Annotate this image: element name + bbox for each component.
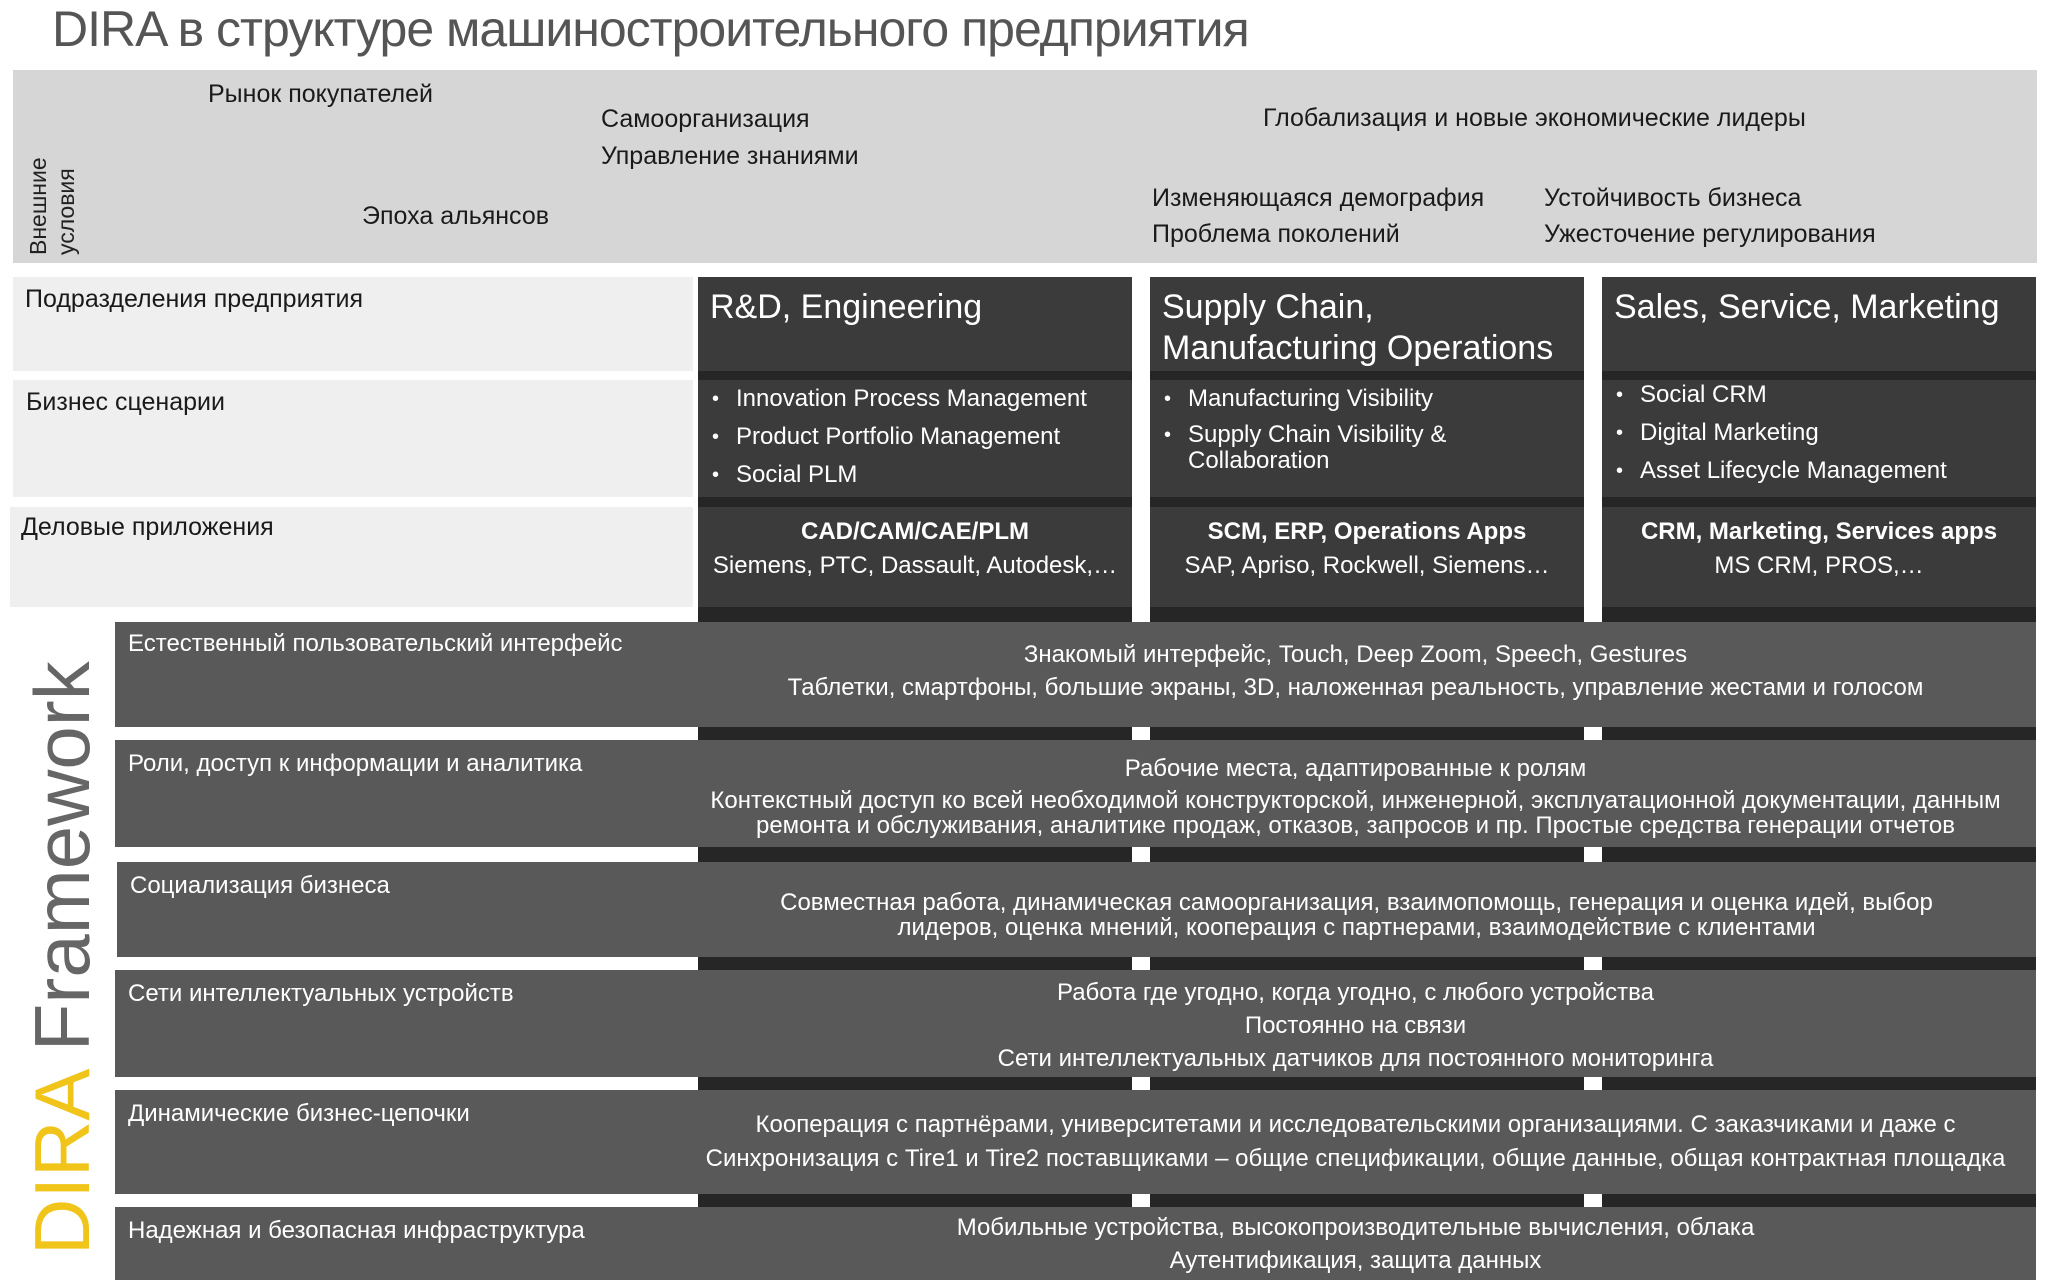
scenarios-list-rnd [698,384,1132,490]
row-label-box-scenarios [13,380,693,497]
framework-row-line: лидеров, оценка мнений, кооперация с партнерами, взаимодействие с клиентами [897,914,1816,941]
framework-row-content [685,642,2026,700]
apps-title-supply: SCM, ERP, Operations Apps [1207,518,1527,545]
scenarios-box-supply [1150,380,1584,497]
scenario-item: • Supply Chain Visibility & Collaboration [1150,422,1584,474]
apps-vendors-supply: SAP, Apriso, Rockwell, Siemens… [1184,552,1550,579]
apps-vendors-sales: MS CRM, PROS,… [1714,552,1924,579]
column-header-rnd [698,277,1132,371]
scenarios-box-sales [1602,380,2036,497]
framework-row-content [685,1112,2026,1171]
framework-row-social [117,862,2036,957]
framework-row-label: Сети интеллектуальных устройств [128,980,514,1007]
row-label-box-applications [10,507,693,607]
framework-row-infra [115,1207,2036,1280]
column-header-supply [1150,277,1584,371]
scenario-item: • Innovation Process Management [698,384,1132,414]
scenario-item: • Social CRM [1602,380,2036,410]
scenarios-box-rnd [698,380,1132,497]
external-item-demography: Изменяющаяся демография [1152,184,1485,212]
framework-row-content [685,1211,2026,1277]
apps-box-sales [1602,507,2036,607]
framework-row-line: Постоянно на связи [1244,1012,1467,1039]
framework-row-line: Контекстный доступ ко всей необходимой конструкторской, инженерной, эксплуатационной документации, данным [710,787,2001,814]
framework-row-line: Совместная работа, динамическая самоорганизация, взаимопомощь, генерация и оценка идей, выбор [780,889,1933,916]
external-item-regulation: Ужесточение регулирования [1544,220,1876,248]
framework-row-line: Аутентификация, защита данных [1169,1247,1542,1274]
framework-row-line: Синхронизация с Tire1 и Tire2 поставщиками – общие спецификации, общие данные, общая контрактная площадка [705,1145,2006,1172]
framework-row-chains [115,1090,2036,1194]
framework-row-line: ремонта и обслуживания, аналитике продаж, отказов, запросов и пр. Простые средства генерации отчетов [755,812,1955,839]
framework-row-content [685,756,2026,838]
column-header-supply-text: Supply Chain, Manufacturing Operations [1162,288,1554,367]
framework-row-label: Надежная и безопасная инфраструктура [128,1217,585,1244]
external-item-knowledge-management: Управление знаниями [601,142,859,170]
scenario-item: • Manufacturing Visibility [1150,384,1584,414]
framework-row-line: Таблетки, смартфоны, большие экраны, 3D, наложенная реальность, управление жестами и голосом [787,674,1924,701]
framework-row-label: Динамические бизнес-цепочки [128,1100,470,1127]
scenario-item: • Digital Marketing [1602,418,2036,448]
scenario-item: • Product Portfolio Management [698,422,1132,452]
apps-box-rnd [698,507,1132,607]
brand-word-framework: Framework [18,661,106,1052]
scenarios-list-sales [1602,380,2036,486]
framework-row-line: Мобильные устройства, высокопроизводительные вычисления, облака [956,1214,1755,1241]
external-item-generations: Проблема поколений [1152,220,1400,248]
framework-row-line: Работа где угодно, когда угодно, с любого устройства [1057,979,1654,1006]
column-header-sales [1602,277,2036,371]
framework-row-roles [115,740,2036,847]
row-label-applications: Деловые приложения [21,513,274,541]
framework-row-content [687,890,2026,940]
external-item-sustainability: Устойчивость бизнеса [1544,184,1802,212]
external-item-alliance-era: Эпоха альянсов [362,202,550,230]
scenario-item: • Social PLM [698,460,1132,490]
brand-word-dira: DIRA [18,1072,106,1255]
external-item-buyers-market: Рынок покупателей [208,80,433,108]
external-item-globalization: Глобализация и новые экономические лидеры [1263,104,1806,132]
framework-row-nui [115,622,2036,727]
apps-title-rnd: CAD/CAM/CAE/PLM [801,518,1029,545]
framework-row-line: Кооперация с партнёрами, университетами и исследовательскими организациями. С заказчиками и даже с [755,1111,1956,1138]
column-header-sales-text: Sales, Service, Marketing [1614,288,2000,326]
column-header-rnd-text: R&D, Engineering [710,288,983,326]
row-label-departments: Подразделения предприятия [25,285,364,313]
slide-title: DIRA в структуре машиностроительного предприятия [52,1,1249,57]
framework-row-label: Роли, доступ к информации и аналитика [128,750,583,777]
framework-row-devices [115,970,2036,1077]
row-label-scenarios: Бизнес сценарии [26,388,225,416]
row-label-box-departments [13,277,693,371]
external-conditions-side-label: Внешние условия [25,157,79,255]
scenario-item: • Asset Lifecycle Management [1602,456,2036,486]
external-item-self-organization: Самоорганизация [601,105,810,133]
framework-row-content [685,976,2026,1075]
apps-vendors-rnd: Siemens, PTC, Dassault, Autodesk,… [712,552,1118,579]
framework-row-line: Знакомый интерфейс, Touch, Deep Zoom, Speech, Gestures [1023,641,1688,668]
framework-row-line: Сети интеллектуальных датчиков для постоянного мониторинга [997,1045,1714,1072]
apps-box-supply [1150,507,1584,607]
framework-row-line: Рабочие места, адаптированные к ролям [1124,755,1587,782]
framework-row-label: Естественный пользовательский интерфейс [128,630,623,657]
scenarios-list-supply [1150,384,1584,474]
framework-row-label: Социализация бизнеса [130,872,390,899]
dira-framework-brand [18,661,106,1255]
apps-title-sales: CRM, Marketing, Services apps [1640,518,1998,545]
